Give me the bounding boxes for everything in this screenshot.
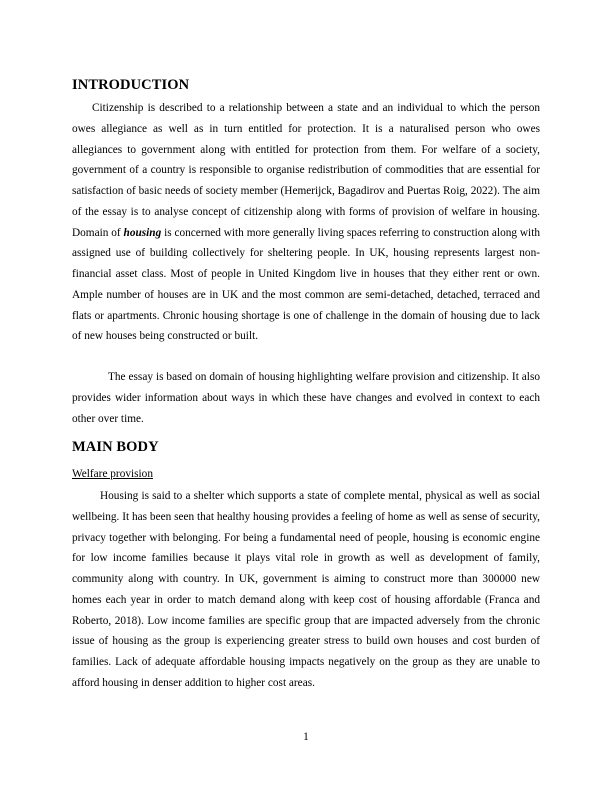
document-page bbox=[72, 0, 540, 792]
introduction-paragraph-2: The essay is based on domain of housing highlighting welfare provision and citizenship. It also provides wider information about ways in which these have changes and evolved in context to each other over time. bbox=[72, 371, 540, 425]
page-number: 1 bbox=[303, 731, 309, 743]
introduction-paragraph-1 bbox=[72, 98, 540, 347]
welfare-provision-paragraph: Housing is said to a shelter which supports a state of complete mental, physical as well as social wellbeing. It has been seen that healthy housing provides a feeling of home as well as sense of security, privacy together with belonging. For being a fundamental need of people, housing is economic engine for low income families because it plays vital role in growth as well as development of family, community along with country. In UK, government is aiming to construct more than 300000 new homes each year in order to match demand along with keep cost of housing affordable (Franca and Roberto, 2018). Low income families are specific group that are impacted adversely from the chronic issue of housing as the group is experiencing greater stress to build own houses and cost burden of families. Lack of adequate affordable housing impacts negatively on the group as they are unable to afford housing in denser addition to higher cost areas. bbox=[72, 490, 540, 689]
welfare-provision-subheading: Welfare provision bbox=[72, 468, 153, 480]
introduction-heading: INTRODUCTION bbox=[72, 77, 190, 93]
housing-keyword: housing bbox=[123, 226, 162, 239]
main-body-heading: MAIN BODY bbox=[72, 439, 159, 455]
intro-text-after: is concerned with more generally living spaces referring to construction along with assigned use of building collectively for sheltering people. In UK, housing represents largest non-financial asset class. Most of people in United Kingdom live in houses that they either rent or own. Ample number of houses are in UK and the most common are semi-detached, detached, terraced and flats or apartments. Chronic housing shortage is one of challenge in the domain of housing due to lack of new houses being constructed or built. bbox=[72, 226, 540, 343]
intro-text-before: Citizenship is described to a relationship between a state and an individual to which the person owes allegiance as well as in turn entitled for protection. It is a naturalised person who owes allegiances to government along with entitled for protection from them. For welfare of a society, government of a country is responsible to organise redistribution of commodities that are essential for satisfaction of basic needs of society member (Hemerijck, Bagadirov and Puertas Roig, 2022). The aim of the essay is to analyse concept of citizenship along with forms of provision of welfare in housing. Domain of bbox=[72, 102, 540, 239]
